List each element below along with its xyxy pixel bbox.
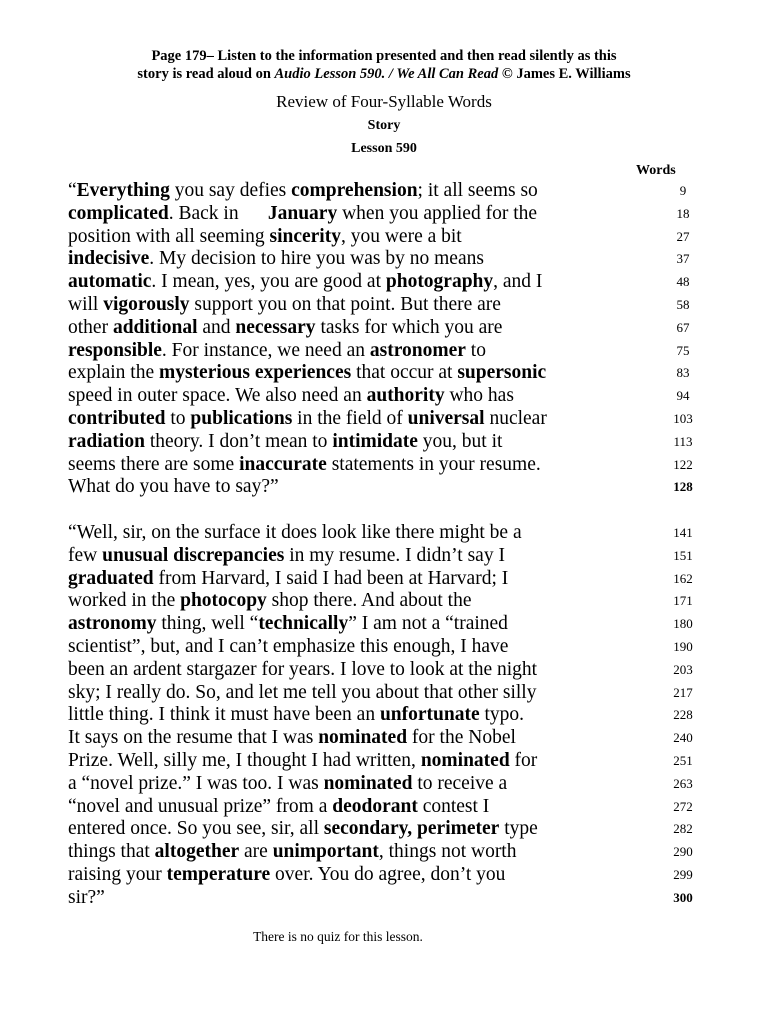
story-line-text: Prize. Well, silly me, I thought I had written, nominated for [68,749,538,771]
story-line-text: position with all seeming sincerity, you were a bit [68,225,462,247]
story-line [68,248,690,271]
page-header [60,47,708,83]
story-line [68,544,693,568]
word-count: 113 [673,433,693,449]
word-count: 48 [676,274,690,290]
story-line [68,727,693,750]
story-line-text: graduated from Harvard, I said I had been at Harvard; I [68,567,509,589]
word-count: 190 [673,638,693,654]
story-line-text: entered once. So you see, sir, all secondary, perimeter type [68,818,538,840]
story-line-text: It says on the resume that I was nominated for the Nobel [68,727,516,749]
word-count: 282 [673,821,693,837]
word-count: 299 [673,866,693,882]
story-line [68,749,693,773]
story-line [68,658,693,682]
story-line-text: responsible. For instance, we need an astronomer to [68,339,486,361]
story-line-text: “novel and unusual prize” from a deodorant contest I [68,795,490,817]
word-count: 272 [673,798,693,814]
story-line [68,841,693,864]
story-line [68,225,690,249]
story-line [68,180,687,203]
word-count: 128 [673,479,693,495]
story-line-text: a “novel prize.” I was too. I was nominated to receive a [68,772,508,794]
story-line [68,613,693,636]
word-count: 162 [673,570,693,586]
page-subtitle: Story [367,118,401,133]
word-count: 103 [673,410,693,426]
word-count: 240 [673,730,693,746]
word-count: 171 [673,593,693,609]
story-line-text: astronomy thing, well “technically” I am not a “trained [68,613,508,635]
story-line [68,271,690,294]
word-count: 27 [676,228,690,244]
page-title: Review of Four-Syllable Words [276,92,492,111]
story-line [68,795,693,819]
story-line-text: will vigorously support you on that point. But there are [68,293,501,315]
story-paragraph-2 [68,522,693,910]
word-count: 83 [676,365,690,381]
story-line [68,385,690,408]
story-line-text: indecisive. My decision to hire you was by no means [68,248,484,270]
story-line-text: contributed to publications in the field of universal nuclear [68,407,547,429]
word-count: 290 [673,844,693,860]
word-count: 75 [676,342,690,358]
story-line [68,772,693,796]
header-line-2-pre: story is read aloud on [137,66,275,82]
story-line-text: automatic. I mean, yes, you are good at photography, and I [68,271,543,293]
word-count: 122 [673,456,693,472]
story-line [68,202,690,226]
story-line-text: little thing. I think it must have been an unfortunate typo. [68,704,525,726]
story-line [68,476,693,499]
word-count: 151 [673,547,693,563]
story-paragraph-1 [68,180,693,499]
story-line [68,567,693,591]
story-line-text: radiation theory. I don’t mean to intimidate you, but it [68,430,503,452]
story-line [68,339,690,363]
header-line-2 [60,65,708,83]
story-line-text: scientist”, but, and I can’t emphasize this enough, I have [68,635,509,657]
story-line [68,635,693,659]
word-count: 203 [673,661,693,677]
story-line-text: things that altogether are unimportant, things not worth [68,841,517,863]
story-line [68,863,693,887]
word-count: 58 [676,296,690,312]
story-line-text: “Well, sir, on the surface it does look like there might be a [68,522,522,543]
story-line-text: raising your temperature over. You do agree, don’t you [68,863,506,885]
story-line-text: “Everything you say defies comprehension; it all seems so [68,180,538,201]
story-line [68,316,690,340]
story-line [68,590,693,613]
word-count: 18 [676,205,690,221]
word-count: 37 [676,251,690,267]
story-line [68,430,693,454]
lesson-number: Lesson 590 [351,141,417,156]
story-line [68,522,693,545]
word-count: 217 [673,684,693,700]
story-line [68,704,693,727]
word-count: 141 [673,525,693,540]
story-line [68,293,690,317]
word-count: 94 [676,388,690,404]
word-count: 9 [679,183,687,198]
story-line [68,886,693,910]
word-count: 300 [673,889,693,905]
story-line [68,453,693,477]
story-line-text: complicated. Back in January when you applied for the [68,202,538,224]
header-line-1: Page 179– Listen to the information presented and then read silently as this [151,48,617,64]
story-line-text: sir?” [68,886,105,908]
story-line-text: seems there are some inaccurate statements in your resume. [68,453,541,475]
story-line-text: speed in outer space. We also need an authority who has [68,385,514,407]
story-line [68,362,690,385]
audio-lesson-ref: Audio Lesson 590. / We All Can Read [274,66,499,82]
story-line-text: worked in the photocopy shop there. And about the [68,590,472,612]
story-line [68,681,693,705]
word-count: 263 [673,775,693,791]
story-line-text: What do you have to say?” [68,476,279,498]
word-count: 251 [673,752,693,768]
story-line-text: explain the mysterious experiences that occur at supersonic [68,362,547,384]
story-line [68,407,693,431]
story-line [68,818,693,841]
story-line-text: few unusual discrepancies in my resume. I didn’t say I [68,544,505,566]
word-count: 67 [676,319,690,335]
footer-note: There is no quiz for this lesson. [253,929,423,944]
word-count: 228 [673,707,693,723]
word-count: 180 [673,616,693,632]
words-column-header: Words [636,163,676,178]
story-line-text: other additional and necessary tasks for which you are [68,316,503,338]
copyright-text: © James E. Williams [498,66,631,82]
story-line-text: been an ardent stargazer for years. I love to look at the night [68,658,538,680]
story-line-text: sky; I really do. So, and let me tell you about that other silly [68,681,537,703]
